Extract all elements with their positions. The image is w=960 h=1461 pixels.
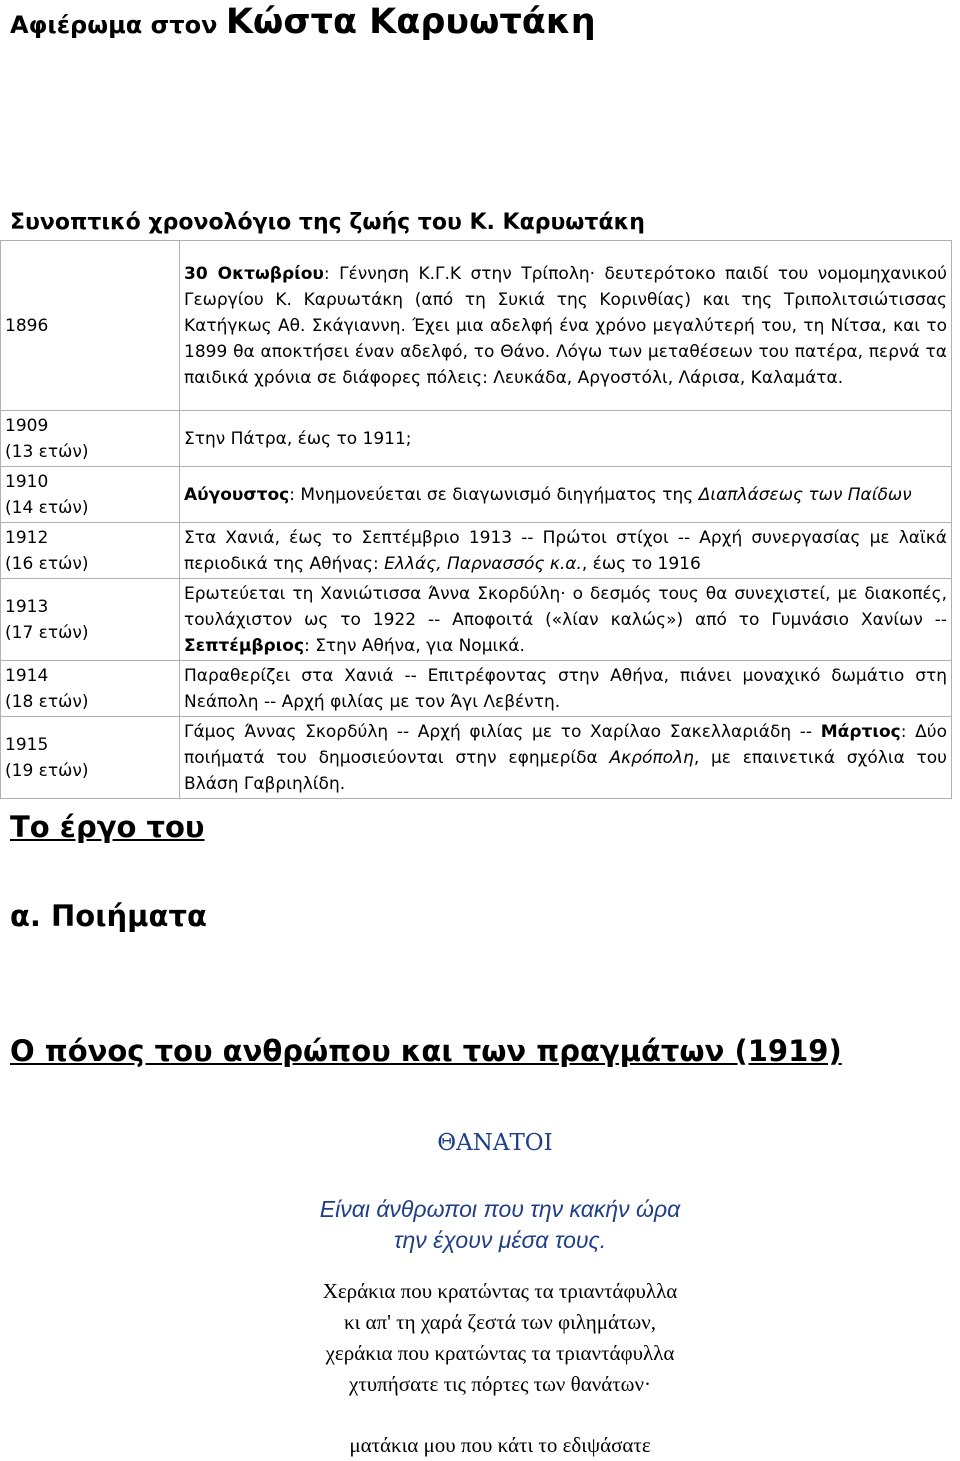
event-cell [180, 241, 952, 411]
year: 1896 [5, 315, 49, 336]
event-text-tail: , έως το 1916 [581, 553, 701, 574]
poem-line: χεράκια που κρατώντας τα τριαντάφυλλα [325, 1341, 675, 1365]
event-date: Μάρτιος [820, 721, 901, 742]
table-row [1, 523, 952, 579]
page-title-prefix: Αφιέρωμα στον [10, 11, 226, 39]
page-title [10, 2, 596, 42]
work-heading: Το έργο του [10, 810, 205, 844]
poem-title: ΘΑΝΑΤΟΙ [437, 1130, 553, 1156]
year-cell [1, 241, 180, 411]
event-date: Σεπτέμβριος [184, 635, 305, 656]
poem-body [0, 1276, 960, 1461]
event-italic-title: Διαπλάσεως των Παίδων [698, 484, 912, 505]
year: 1914 [5, 665, 49, 686]
table-row [1, 241, 952, 411]
event-text-tail: : Στην Αθήνα, για Νομικά. [304, 635, 525, 656]
poems-heading: α. Ποιήματα [10, 899, 207, 933]
year: 1909 [5, 415, 49, 436]
event-italic-title: Ελλάς, Παρνασσός κ.α. [384, 553, 582, 574]
event-cell [180, 411, 952, 467]
event-cell [180, 523, 952, 579]
year-cell [1, 661, 180, 717]
year-cell [1, 467, 180, 523]
table-row [1, 717, 952, 799]
year-cell [1, 579, 180, 661]
poem-epigraph [0, 1194, 960, 1256]
event-text: : Μνημονεύεται σε διαγωνισμό διηγήματος της [289, 484, 699, 505]
year-cell [1, 717, 180, 799]
page-title-name: Κώστα Καρυωτάκη [225, 2, 596, 42]
event-cell [180, 717, 952, 799]
event-date: Αύγουστος [184, 484, 290, 505]
event-date: 30 Οκτωβρίου [184, 263, 324, 284]
event-text-mid: : Δύο ποιήματά του δημοσιεύονται στην εφημερίδα [184, 721, 947, 768]
event-text: Στην Πάτρα, έως το 1911; [184, 428, 412, 449]
poem-line: ματάκια μου που κάτι το εδιψάσατε [349, 1433, 651, 1457]
age: (17 ετών) [5, 622, 89, 643]
age: (13 ετών) [5, 441, 89, 462]
table-row [1, 661, 952, 717]
table-row [1, 579, 952, 661]
event-italic-title: Ακρόπολη [609, 747, 694, 768]
event-text: : Γέννηση Κ.Γ.Κ στην Τρίπολη· δευτερότοκο παιδί του νομομηχανικού Γεωργίου Κ. Καρυωτάκη (από τη Συκιά της Κορινθίας) και της Τριπολιτσιώτισσας Κατήγκως Αθ. Σκάγιαννη. Έχει μια αδελφή ένα χρόνο μεγαλύτερή του, τη Νίτσα, και το 1899 θα αποκτήσει έναν αδελφό, το Θάνο. Λόγω των μεταθέσεων του πατέρα, περνά τα παιδικά χρόνια σε διάφορες πόλεις: Λευκάδα, Αργοστόλι, Λάρισα, Καλαμάτα. [184, 263, 947, 388]
epigraph-line: την έχουν μέσα τους. [393, 1227, 607, 1253]
chronology-heading: Συνοπτικό χρονολόγιο της ζωής του Κ. Καρυωτάκη [10, 210, 645, 235]
chronology-table [0, 240, 952, 799]
collection-title: Ο πόνος του ανθρώπου και των πραγμάτων (1919) [10, 1034, 842, 1068]
poem-line: χτυπήσατε τις πόρτες των θανάτων· [349, 1372, 651, 1396]
event-text: Παραθερίζει στα Χανιά -- Επιτρέφοντας στην Αθήνα, πιάνει μοναχικό δωμάτιο στη Νεάπολη -- Αρχή φιλίας με τον Άγι Λεβέντη. [184, 665, 947, 712]
age: (14 ετών) [5, 497, 89, 518]
event-cell [180, 579, 952, 661]
year: 1912 [5, 527, 49, 548]
event-text: Γάμος Άννας Σκορδύλη -- Αρχή φιλίας με το Χαρίλαο Σακελλαριάδη -- [184, 721, 821, 742]
event-text: Ερωτεύεται τη Χανιώτισσα Άννα Σκορδύλη· ο δεσμός τους θα συνεχιστεί, με διακοπές, τουλάχιστον ως το 1922 -- Αποφοιτά («λίαν καλώς») από το Γυμνάσιο Χανίων -- [184, 583, 947, 630]
poem-line: κι απ' τη χαρά ζεστά των φιλημάτων, [344, 1310, 656, 1334]
year-cell [1, 523, 180, 579]
year: 1910 [5, 471, 49, 492]
year: 1915 [5, 734, 49, 755]
year: 1913 [5, 596, 49, 617]
table-row [1, 411, 952, 467]
age: (16 ετών) [5, 553, 89, 574]
stanza-break [0, 1400, 960, 1430]
event-text-tail: , με επαινετικά σχόλια του Βλάση Γαβριηλίδη. [184, 747, 948, 794]
year-cell [1, 411, 180, 467]
age: (19 ετών) [5, 760, 89, 781]
epigraph-line: Είναι άνθρωποι που την κακήν ώρα [319, 1196, 681, 1222]
poem-line: Χεράκια που κρατώντας τα τριαντάφυλλα [322, 1279, 678, 1303]
event-cell [180, 661, 952, 717]
event-cell [180, 467, 952, 523]
table-row [1, 467, 952, 523]
event-text: Στα Χανιά, έως το Σεπτέμβριο 1913 -- Πρώτοι στίχοι -- Αρχή συνεργασίας με λαϊκά περιοδικά της Αθήνας: [184, 527, 947, 574]
age: (18 ετών) [5, 691, 89, 712]
